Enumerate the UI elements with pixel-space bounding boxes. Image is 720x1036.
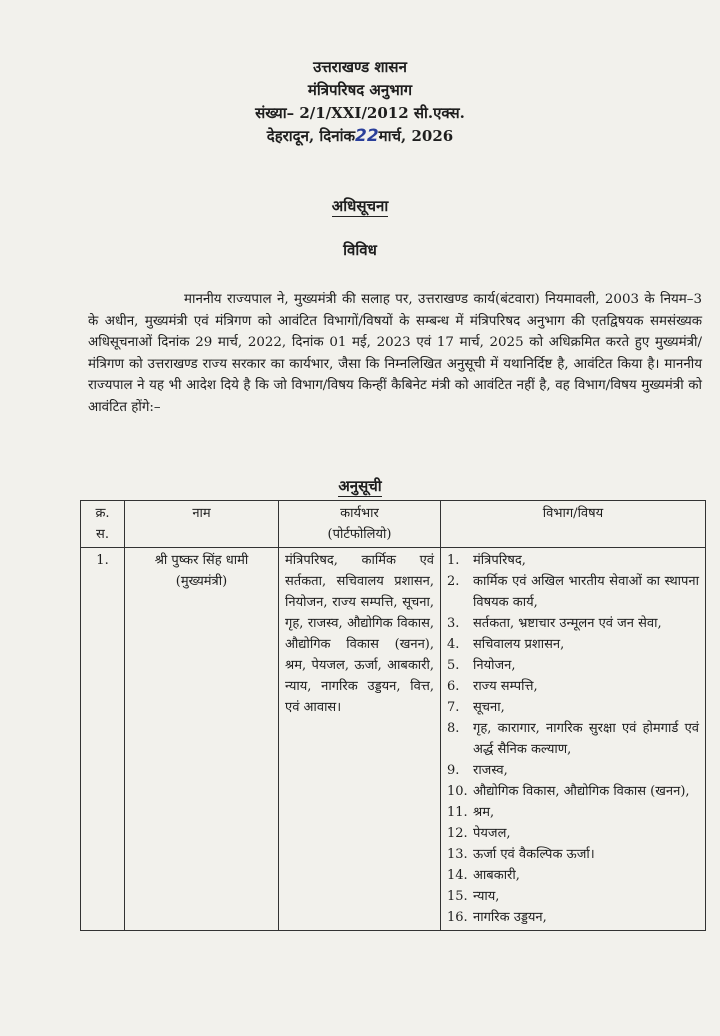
department-number: 1.	[447, 553, 460, 568]
header-portfolio: कार्यभार (पोर्टफोलियो)	[279, 501, 441, 548]
list-item	[447, 697, 699, 718]
department-text: सर्तकता, भ्रष्टाचार उन्मूलन एवं जन सेवा,	[473, 616, 662, 631]
row-name	[125, 548, 279, 931]
department-text: मंत्रिपरिषद,	[473, 553, 526, 568]
date-prefix: देहरादून, दिनांक	[266, 127, 355, 145]
list-item	[447, 886, 699, 907]
department-number: 14.	[447, 868, 468, 883]
row-departments	[441, 548, 706, 931]
list-item	[447, 844, 699, 865]
department-text: गृह, कारागार, नागरिक सुरक्षा एवं होमगार्ड एवं अर्द्ध सैनिक कल्याण,	[473, 721, 699, 757]
department-text: कार्मिक एवं अखिल भारतीय सेवाओं का स्थापना विषयक कार्य,	[473, 574, 699, 610]
department-number: 11.	[447, 805, 468, 820]
row-portfolio: मंत्रिपरिषद, कार्मिक एवं सर्तकता, सचिवालय प्रशासन, नियोजन, राज्य सम्पत्ति, सूचना, गृह, राजस्व, औद्योगिक विकास, औद्योगिक विकास (खनन), श्रम, पेयजल, ऊर्जा, आबकारी, न्याय, नागरिक उड्डयन, वित्त, एवं आवास।	[279, 548, 441, 931]
schedule-table	[80, 500, 706, 931]
notification-paragraph: माननीय राज्यपाल ने, मुख्यमंत्री की सलाह पर, उत्तराखण्ड कार्य(बंटवारा) नियमावली, 2003 के नियम–3 के अधीन, मुख्यमंत्री एवं मंत्रिगण को आवंटित विभागों/विषयों के सम्बन्ध में मंत्रिपरिषद अनुभाग की एतद्विषयक समसंख्यक अधिसूचनाओं दिनांक 29 मार्च, 2022, दिनांक 01 मई, 2023 एवं 17 मार्च, 2025 को अधिक्रमित करते हुए मुख्यमंत्री/मंत्रिगण को उत्तराखण्ड राज्य सरकार का कार्यभार, जैसा कि निम्नलिखित अनुसूची में यथानिर्दिष्ट है, आवंटित किया है। माननीय राज्यपाल ने यह भी आदेश दिये है कि जो विभाग/विषय किन्हीं कैबिनेट मंत्री को आवंटित नहीं है, वह विभाग/विषय मुख्यमंत्री को आवंटित होंगे:–	[88, 292, 702, 415]
department-number: 5.	[447, 658, 460, 673]
handwritten-date-day: 22	[355, 126, 379, 146]
list-item	[447, 550, 699, 571]
table-row	[81, 548, 706, 931]
section-name: मंत्रिपरिषद अनुभाग	[307, 81, 413, 99]
list-item	[447, 718, 699, 760]
schedule-title: अनुसूची	[338, 477, 382, 495]
date-suffix: मार्च, 2026	[378, 127, 454, 145]
list-item	[447, 634, 699, 655]
list-item	[447, 781, 699, 802]
department-text: सूचना,	[473, 700, 505, 715]
department-text: राजस्व,	[473, 763, 508, 778]
department-number: 10.	[447, 784, 468, 799]
list-item	[447, 760, 699, 781]
list-item	[447, 571, 699, 613]
header-serial: क्र. स.	[81, 501, 125, 548]
list-item	[447, 655, 699, 676]
department-text: न्याय,	[473, 889, 500, 904]
list-item	[447, 823, 699, 844]
govt-name: उत्तराखण्ड शासन	[313, 58, 407, 76]
notification-body	[88, 289, 702, 419]
row-serial: 1.	[81, 548, 125, 931]
department-number: 13.	[447, 847, 468, 862]
department-text: नियोजन,	[473, 658, 516, 673]
department-number: 15.	[447, 889, 468, 904]
department-text: राज्य सम्पत्ति,	[473, 679, 538, 694]
department-number: 7.	[447, 700, 460, 715]
reference-number: संख्या– 2/1/XXI/2012 सी.एक्स.	[255, 104, 465, 122]
header-department: विभाग/विषय	[441, 501, 706, 548]
list-item	[447, 613, 699, 634]
department-number: 6.	[447, 679, 460, 694]
list-item	[447, 802, 699, 823]
table-header-row	[81, 501, 706, 548]
notification-subtitle: विविध	[343, 241, 377, 259]
department-list	[447, 550, 699, 928]
list-item	[447, 865, 699, 886]
minister-role: (मुख्यमंत्री)	[175, 574, 228, 589]
department-number: 9.	[447, 763, 460, 778]
department-number: 16.	[447, 910, 468, 925]
list-item	[447, 907, 699, 928]
department-text: पेयजल,	[473, 826, 511, 841]
list-item	[447, 676, 699, 697]
notification-title: अधिसूचना	[331, 197, 389, 215]
department-number: 12.	[447, 826, 468, 841]
department-text: आबकारी,	[473, 868, 520, 883]
department-text: श्रम,	[473, 805, 495, 820]
header-name: नाम	[125, 501, 279, 548]
department-number: 4.	[447, 637, 460, 652]
department-text: सचिवालय प्रशासन,	[473, 637, 565, 652]
document-header	[0, 56, 720, 148]
place-date	[0, 125, 720, 148]
department-text: नागरिक उड्डयन,	[473, 910, 547, 925]
department-number: 8.	[447, 721, 460, 736]
department-text: ऊर्जा एवं वैकल्पिक ऊर्जा।	[473, 847, 595, 862]
department-text: औद्योगिक विकास, औद्योगिक विकास (खनन),	[473, 784, 690, 799]
department-number: 2.	[447, 574, 460, 589]
minister-name: श्री पुष्कर सिंह धामी	[154, 553, 249, 568]
department-number: 3.	[447, 616, 460, 631]
